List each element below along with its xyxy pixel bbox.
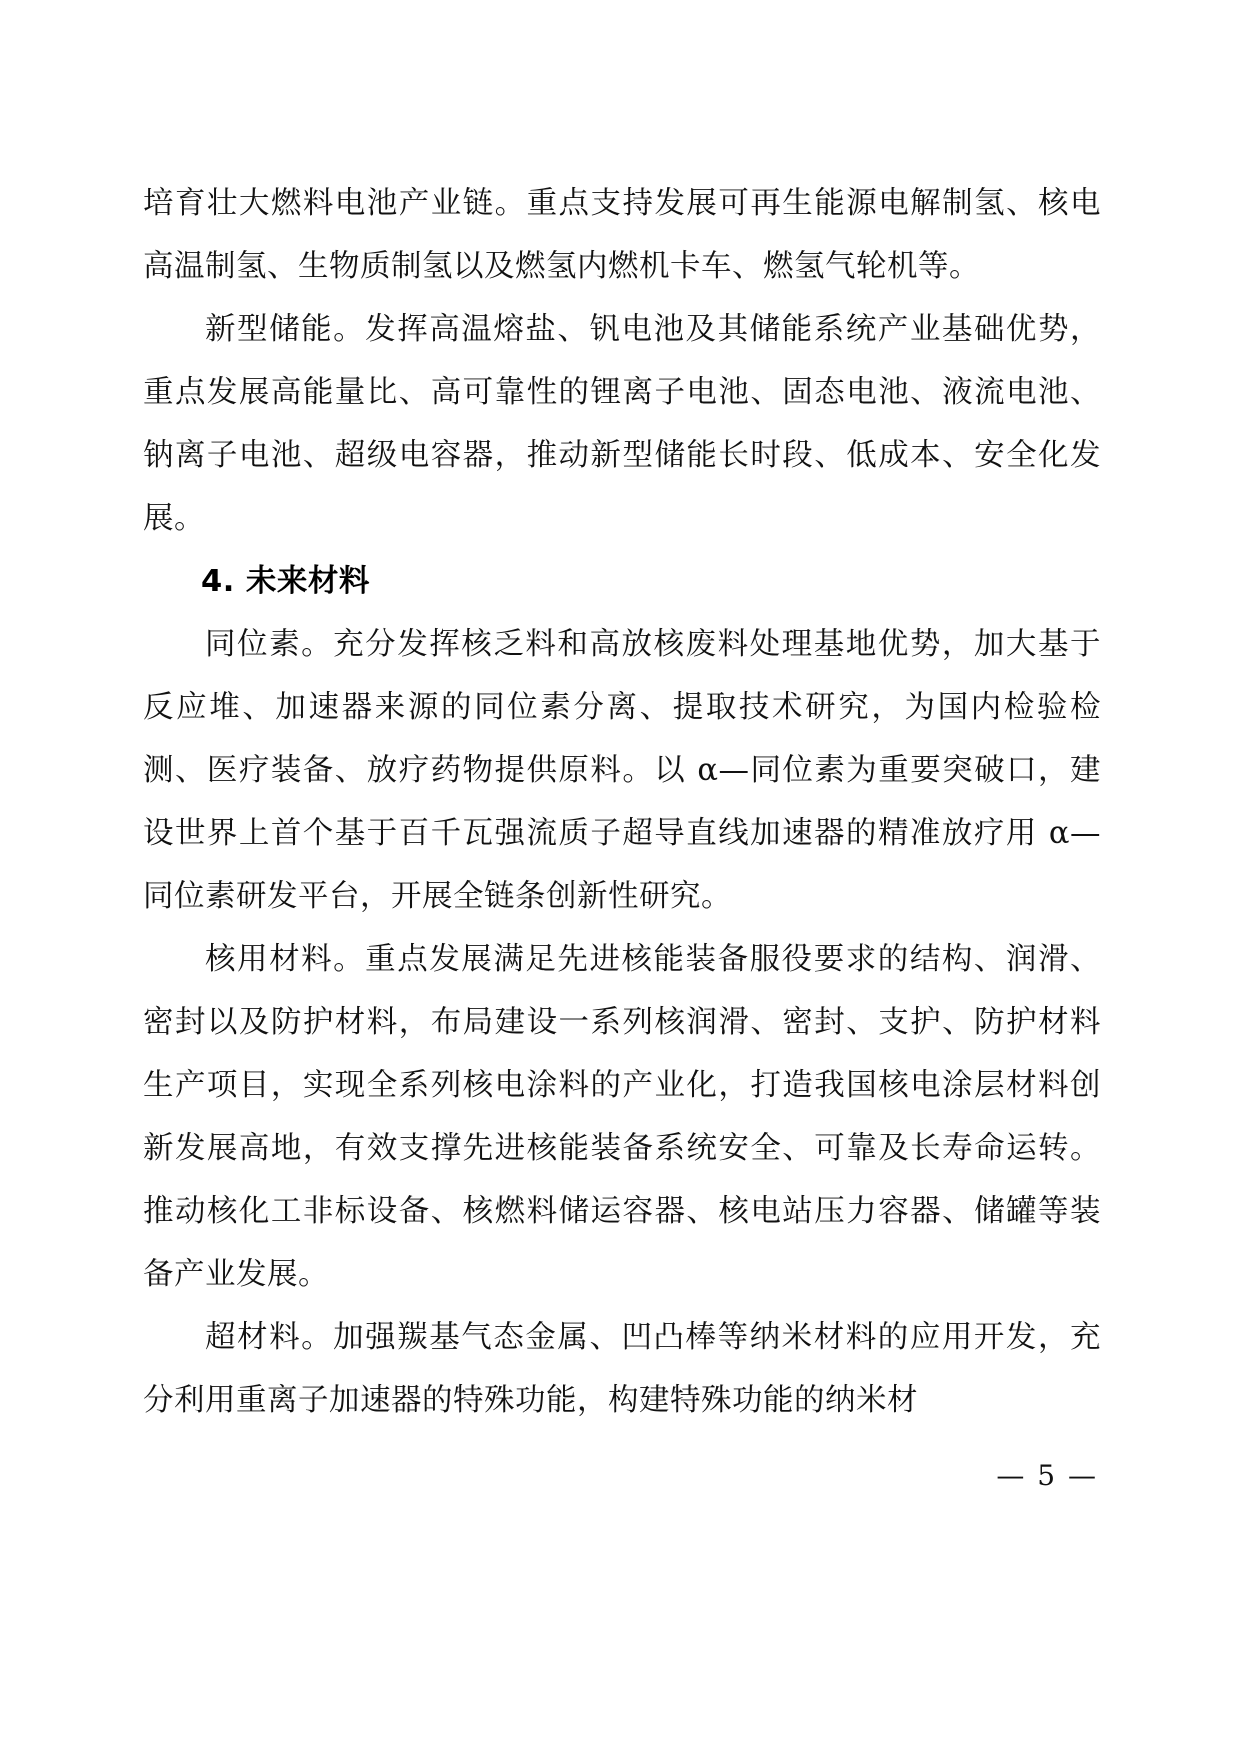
paragraph-nuclear-materials: 核用材料。重点发展满足先进核能装备服役要求的结构、润滑、密封以及防护材料，布局建设一系列核润滑、密封、支护、防护材料生产项目，实现全系列核电涂料的产业化，打造我国核电涂层材料创新发展高地，有效支撑先进核能装备系统安全、可靠及长寿命运转。推动核化工非标设备、核燃料储运容器、核电站压力容器、储罐等装备产业发展。 [143,942,1101,1292]
paragraph-fuel-cell: 培育壮大燃料电池产业链。重点支持发展可再生能源电解制氢、核电高温制氢、生物质制氢以及燃氢内燃机卡车、燃氢气轮机等。 [143,186,1101,284]
paragraph-new-energy-storage: 新型储能。发挥高温熔盐、钒电池及其储能系统产业基础优势，重点发展高能量比、高可靠性的锂离子电池、固态电池、液流电池、钠离子电池、超级电容器，推动新型储能长时段、低成本、安全化发展。 [143,312,1101,536]
paragraph-isotope: 同位素。充分发挥核乏料和高放核废料处理基地优势，加大基于反应堆、加速器来源的同位素分离、提取技术研究，为国内检验检测、医疗装备、放疗药物提供原料。以 α—同位素为重要突破口，建设世界上首个基于百千瓦强流质子超导直线加速器的精准放疗用 α—同位素研发平台，开展全链条创新性研究。 [143,627,1101,914]
section-heading-future-materials: 4. 未来材料 [201,564,370,599]
paragraph-metamaterials: 超材料。加强羰基气态金属、凹凸棒等纳米材料的应用开发，充分利用重离子加速器的特殊功能，构建特殊功能的纳米材 [143,1320,1101,1418]
page-number: — 5 — [996,1459,1098,1492]
document-body [143,172,1101,1432]
